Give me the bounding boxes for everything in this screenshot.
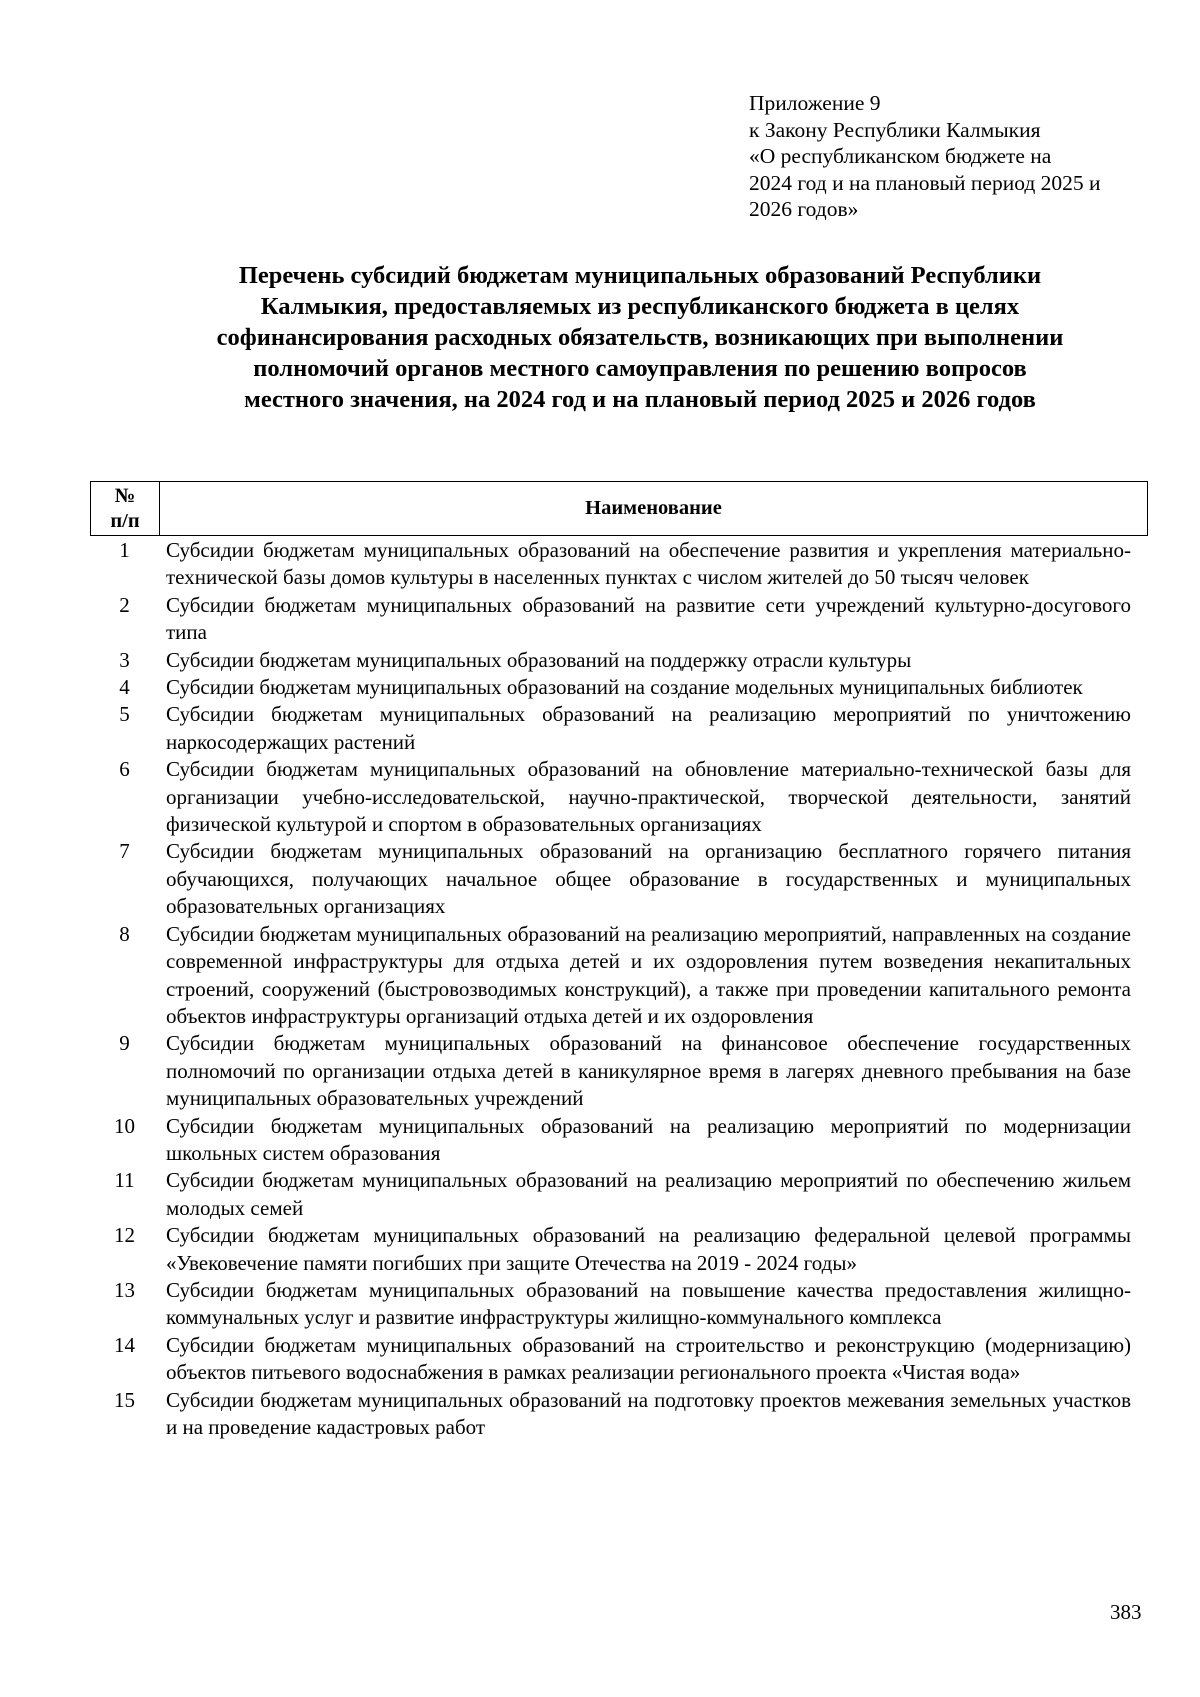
row-text: Субсидии бюджетам муниципальных образований на реализацию федеральной целевой программы «Увековечение памяти погибших при защите Отечества на 2019 - 2024 годы» (166, 1223, 1131, 1275)
appendix-line: 2024 год и на плановый период 2025 и (749, 170, 1101, 195)
row-number: 5 (119, 702, 130, 727)
row-text: Субсидии бюджетам муниципальных образований на поддержку отрасли культуры (166, 647, 912, 672)
header-number-sign: № (114, 484, 136, 507)
header-number-abbr: п/п (110, 509, 140, 532)
title-line: местного значения, на 2024 год и на плановый период 2025 и 2026 годов (244, 386, 1036, 413)
table-row (90, 1332, 1148, 1387)
row-number: 15 (114, 1387, 135, 1412)
row-number: 12 (114, 1223, 135, 1248)
row-text: Субсидии бюджетам муниципальных образований на реализацию мероприятий по уничтожению наркосодержащих растений (166, 702, 1131, 754)
row-number: 14 (114, 1332, 135, 1357)
table-row (90, 537, 1148, 592)
document-title (140, 260, 1140, 415)
subsidy-list (90, 537, 1148, 1441)
appendix-line: к Закону Республики Калмыкия (749, 117, 1041, 142)
row-number: 6 (119, 757, 130, 782)
row-text: Субсидии бюджетам муниципальных образований на организацию бесплатного горячего питания обучающихся, получающих начальное общее образование в государственных и муниципальных образовательных организациях (166, 839, 1131, 919)
title-line: Перечень субсидий бюджетам муниципальных образований Республики (238, 262, 1042, 289)
row-number: 9 (119, 1031, 130, 1056)
page-number: 383 (1110, 1600, 1142, 1624)
row-number: 8 (119, 921, 130, 946)
row-number: 13 (114, 1277, 135, 1302)
row-number: 3 (119, 647, 130, 672)
column-header-name: Наименование (585, 497, 722, 519)
table-row (90, 1387, 1148, 1442)
row-text: Субсидии бюджетам муниципальных образований на подготовку проектов межевания земельных участков и на проведение кадастровых работ (166, 1387, 1131, 1439)
row-text: Субсидии бюджетам муниципальных образований на создание модельных муниципальных библиотек (166, 675, 1083, 700)
row-number: 7 (119, 839, 130, 864)
column-header-number (91, 482, 160, 535)
appendix-line: 2026 годов» (749, 197, 859, 221)
appendix-header (749, 90, 1169, 223)
table-row (90, 921, 1148, 1031)
title-line: софинансирования расходных обязательств, возникающих при выполнении (216, 324, 1064, 351)
row-number: 2 (119, 592, 130, 617)
table-row (90, 1167, 1148, 1222)
table-row (90, 592, 1148, 647)
row-text: Субсидии бюджетам муниципальных образований на финансовое обеспечение государственных полномочий по организации отдыха детей в каникулярное время в лагерях дневного пребывания на базе муниципальных образовательных учреждений (166, 1031, 1131, 1111)
row-text: Субсидии бюджетам муниципальных образований на реализацию мероприятий по модернизации школьных систем образования (166, 1113, 1131, 1165)
table-row (90, 1113, 1148, 1168)
table-row (90, 1030, 1148, 1112)
table-row (90, 674, 1148, 701)
table-header (90, 481, 1148, 536)
title-line: полномочий органов местного самоуправления по решению вопросов (253, 355, 1027, 382)
table-row (90, 647, 1148, 674)
row-text: Субсидии бюджетам муниципальных образований на реализацию мероприятий по обеспечению жильем молодых семей (166, 1168, 1131, 1220)
row-text: Субсидии бюджетам муниципальных образований на обеспечение развития и укрепления материально-технической базы домов культуры в населенных пунктах с числом жителей до 50 тысяч человек (166, 538, 1131, 590)
row-number: 4 (119, 675, 130, 700)
appendix-line: «О республиканском бюджете на (749, 144, 1052, 168)
table-row (90, 756, 1148, 838)
table-row (90, 838, 1148, 920)
row-text: Субсидии бюджетам муниципальных образований на развитие сети учреждений культурно-досугового типа (166, 592, 1131, 645)
row-number: 1 (119, 538, 130, 562)
row-text: Субсидии бюджетам муниципальных образований на обновление материально-технической базы для организации учебно-исследовательской, научно-практической, творческой деятельности, занятий физической культурой и спортом в образовательных организациях (166, 757, 1131, 837)
row-number: 11 (114, 1168, 135, 1193)
row-number: 10 (114, 1113, 135, 1138)
table-row (90, 701, 1148, 756)
title-line: Калмыкия, предоставляемых из республиканского бюджета в целях (260, 293, 1020, 320)
row-text: Субсидии бюджетам муниципальных образований на строительство и реконструкцию (модернизацию) объектов питьевого водоснабжения в рамках реализации регионального проекта «Чистая вода» (166, 1332, 1131, 1385)
table-row (90, 1277, 1148, 1332)
row-text: Субсидии бюджетам муниципальных образований на повышение качества предоставления жилищно-коммунальных услуг и развитие инфраструктуры жилищно-коммунального комплекса (166, 1277, 1131, 1330)
appendix-line: Приложение 9 (749, 91, 881, 115)
row-text: Субсидии бюджетам муниципальных образований на реализацию мероприятий, направленных на создание современной инфраструктуры для отдыха детей и их оздоровления путем возведения некапитальных строений, сооружений (быстровозводимых конструкций), а также при проведении капитального ремонта объектов инфраструктуры организаций отдыха детей и их оздоровления (166, 921, 1131, 1028)
table-row (90, 1222, 1148, 1277)
